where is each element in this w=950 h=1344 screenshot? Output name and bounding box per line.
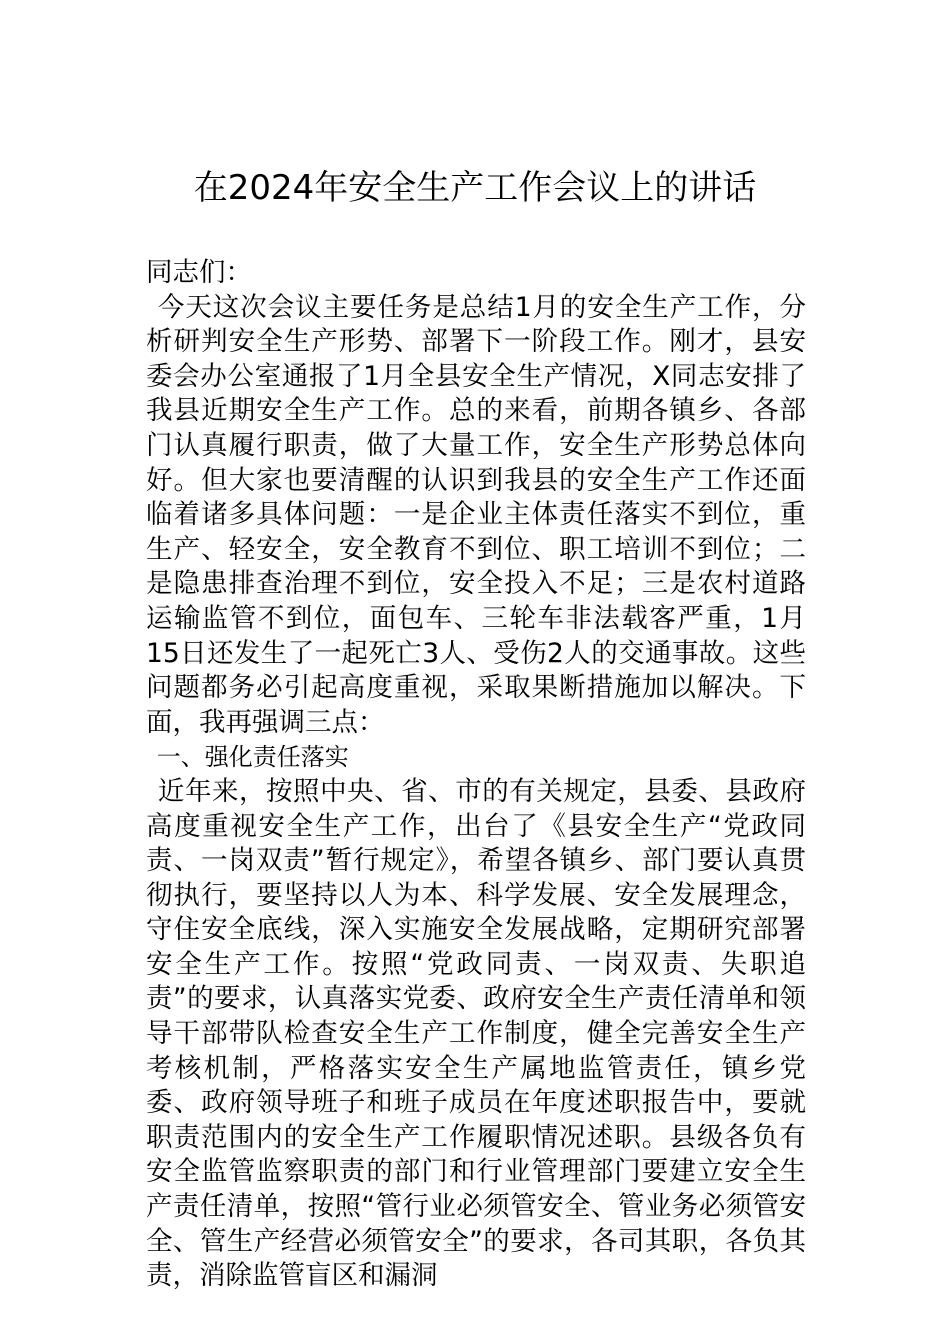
document-body xyxy=(146,256,806,1294)
section-paragraph: 近年来，按照中央、省、市的有关规定，县委、县政府高度重视安全生产工作，出台了《县安全生产“党政同责、一岗双责”暂行规定》，希望各镇乡、部门要认真贯彻执行，要坚持以人为本、科学发展、安全发展理念，守住安全底线，深入实施安全发展战略，定期研究部署安全生产工作。按照“党政同责、一岗双责、失职追责”的要求，认真落实党委、政府安全生产责任清单和领导干部带队检查安全生产工作制度，健全完善安全生产考核机制，严格落实安全生产属地监管责任，镇乡党委、政府领导班子和班子成员在年度述职报告中，要就职责范围内的安全生产工作履职情况述职。县级各负有安全监管监察职责的部门和行业管理部门要建立安全生产责任清单，按照“管行业必须管安全、管业务必须管安全、管生产经营必须管安全”的要求，各司其职，各负其责，消除监管盲区和漏洞 xyxy=(146,775,806,1292)
section-heading: 一、强化责任落实 xyxy=(156,743,349,772)
document-title: 在2024年安全生产工作会议上的讲话 xyxy=(193,168,757,208)
intro-paragraph: 今天这次会议主要任务是总结1月的安全生产工作，分析研判安全生产形势、部署下一阶段工作。刚才，县安委会办公室通报了1月全县安全生产情况，X同志安排了我县近期安全生产工作。总的来看，前期各镇乡、各部门认真履行职责，做了大量工作，安全生产形势总体向好。但大家也要清醒的认识到我县的安全生产工作还面临着诸多具体问题：一是企业主体责任落实不到位，重生产、轻安全，安全教育不到位、职工培训不到位；二是隐患排查治理不到位，安全投入不足；三是农村道路运输监管不到位，面包车、三轮车非法载客严重，1月15日还发生了一起死亡3人、受伤2人的交通事故。这些问题都务必引起高度重视，采取果断措施加以解决。下面，我再强调三点： xyxy=(146,291,806,738)
salutation: 同志们： xyxy=(146,257,252,288)
